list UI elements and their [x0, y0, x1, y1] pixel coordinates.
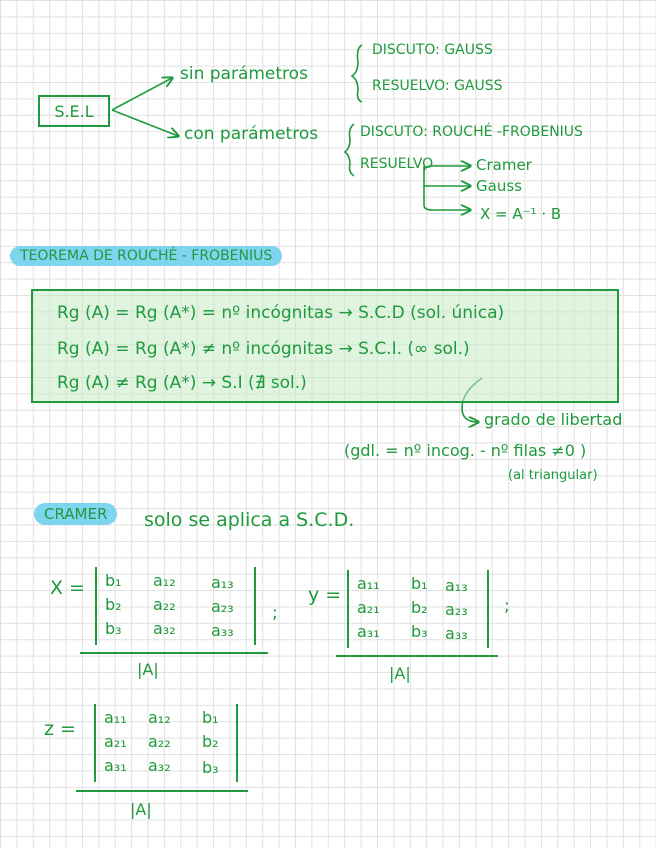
- method-inverse: X = A⁻¹ · B: [480, 205, 562, 223]
- y-label: y =: [308, 584, 342, 606]
- z-fraction-line: [76, 790, 248, 792]
- z-cell: a₂₁: [104, 732, 127, 751]
- z-cell: b₁: [202, 708, 219, 727]
- branch1-item-discuto: DISCUTO: GAUSS: [372, 42, 493, 58]
- branch-sin-parametros: sin parámetros: [180, 64, 308, 84]
- x-cell: b₁: [105, 571, 122, 590]
- y-cell: b₁: [411, 574, 428, 593]
- y-cell: a₂₁: [357, 598, 380, 617]
- z-cell: a₃₁: [104, 756, 127, 775]
- x-denominator: |A|: [137, 660, 159, 679]
- method-cramer: Cramer: [476, 156, 532, 174]
- theorem-line-sci: Rg (A) = Rg (A*) ≠ nº incógnitas → S.C.I. (∞ sol.): [57, 339, 470, 359]
- x-cell: b₃: [105, 619, 122, 638]
- z-cell: a₃₂: [148, 756, 171, 775]
- cramer-title: CRAMER: [34, 503, 117, 525]
- y-cell: b₃: [411, 622, 428, 641]
- x-cell: a₂₂: [153, 595, 176, 614]
- z-cell: b₂: [202, 732, 219, 751]
- y-denominator: |A|: [389, 664, 411, 683]
- y-separator: ;: [504, 596, 510, 616]
- theorem-title: TEOREMA DE ROUCHÉ - FROBENIUS: [10, 246, 282, 266]
- z-matrix: [94, 704, 238, 782]
- y-cell: a₁₃: [445, 576, 468, 595]
- theorem-line-si: Rg (A) ≠ Rg (A*) → S.I (∄ sol.): [57, 373, 307, 393]
- x-separator: ;: [272, 603, 278, 623]
- cramer-subtitle: solo se aplica a S.C.D.: [144, 509, 355, 531]
- sel-node: [38, 95, 110, 127]
- y-cell: a₂₃: [445, 600, 468, 619]
- method-gauss: Gauss: [476, 177, 522, 195]
- x-cell: a₁₃: [211, 573, 234, 592]
- x-fraction-line: [80, 652, 268, 654]
- y-cell: a₃₃: [445, 624, 468, 643]
- y-cell: b₂: [411, 598, 428, 617]
- theorem-line-scd: Rg (A) = Rg (A*) = nº incógnitas → S.C.D (sol. única): [57, 303, 505, 323]
- note-gdl-formula: (gdl. = nº incog. - nº filas ≠0 ): [344, 441, 587, 460]
- note-grado-libertad: grado de libertad: [484, 410, 623, 429]
- z-denominator: |A|: [130, 800, 152, 819]
- y-cell: a₃₁: [357, 622, 380, 641]
- branch1-item-resuelvo: RESUELVO: GAUSS: [372, 78, 503, 94]
- x-label: X =: [50, 577, 85, 599]
- z-cell: a₁₁: [104, 708, 127, 727]
- x-cell: a₃₂: [153, 619, 176, 638]
- sel-label: S.E.L: [54, 101, 94, 121]
- z-cell: a₁₂: [148, 708, 171, 727]
- branch2-item-discuto: DISCUTO: ROUCHÉ -FROBENIUS: [360, 124, 583, 140]
- y-fraction-line: [336, 655, 498, 657]
- y-matrix: [347, 570, 489, 648]
- z-cell: b₃: [202, 758, 219, 777]
- x-cell: a₂₃: [211, 597, 234, 616]
- theorem-box: [31, 289, 619, 403]
- x-cell: a₁₂: [153, 571, 176, 590]
- y-cell: a₁₁: [357, 574, 380, 593]
- branch2-item-resuelvo: RESUELVO: [360, 156, 434, 172]
- x-cell: a₃₃: [211, 621, 234, 640]
- z-cell: a₂₂: [148, 732, 171, 751]
- note-al-triangular: (al triangular): [508, 468, 598, 483]
- z-label: z =: [44, 718, 76, 740]
- branch-con-parametros: con parámetros: [184, 124, 319, 144]
- x-cell: b₂: [105, 595, 122, 614]
- x-matrix: [95, 567, 256, 645]
